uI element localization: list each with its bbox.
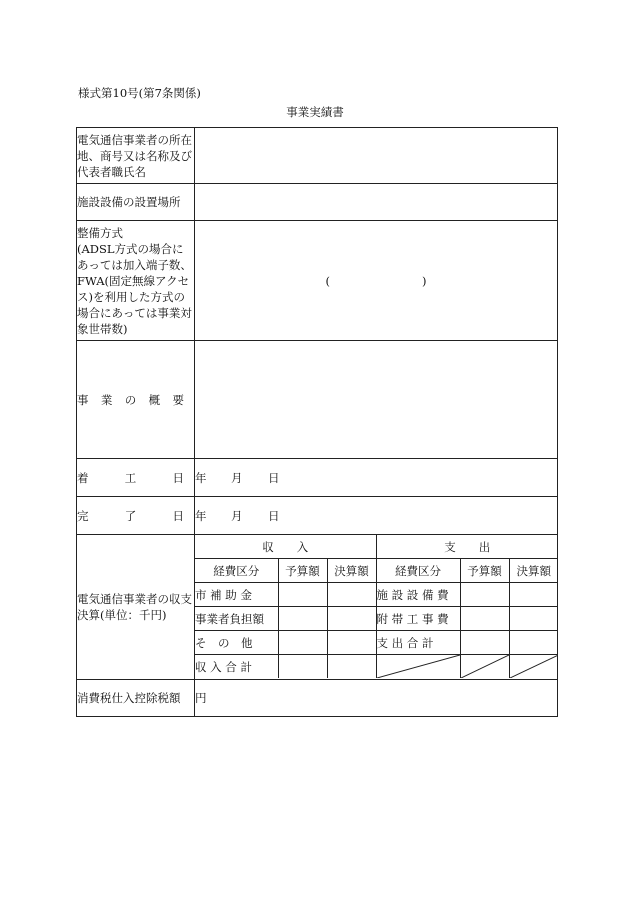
expense-total-settled[interactable]: [509, 631, 558, 655]
paren-close: ): [422, 273, 427, 288]
income-item-subsidy: 市 補 助 金: [195, 583, 278, 607]
income-share-budget[interactable]: [278, 607, 327, 631]
row-start-date: [77, 459, 558, 497]
expense-item-facility: 施 設 設 備 費: [376, 583, 460, 607]
tax-label: 消費税仕入控除税額: [77, 680, 195, 717]
income-total-settled[interactable]: [327, 655, 376, 679]
operator-label: 電気通信事業者の所在地、商号又は名称及び代表者職氏名: [77, 128, 195, 184]
row-tax: [77, 680, 558, 717]
finance-table: [195, 535, 558, 678]
income-header: 収 入: [195, 535, 376, 559]
complete-date-label-cell: [77, 497, 195, 535]
finance-column-row: [195, 559, 558, 583]
finance-header-row: [195, 535, 558, 559]
income-share-settled[interactable]: [327, 607, 376, 631]
income-other-budget[interactable]: [278, 631, 327, 655]
document-title: 事業実績書: [286, 105, 344, 119]
expense-facility-budget[interactable]: [460, 583, 509, 607]
form-number-label: 様式第10号(第7条関係): [78, 86, 201, 100]
expense-settled-header: 決算額: [509, 559, 558, 583]
income-subsidy-budget[interactable]: [278, 583, 327, 607]
complete-date-value[interactable]: 年 月 日: [195, 497, 558, 535]
income-other-settled[interactable]: [327, 631, 376, 655]
income-item-total: 収 入 合 計: [195, 655, 278, 679]
finance-row-1: [195, 583, 558, 607]
crossed-cell: [460, 655, 509, 679]
income-item-other: そ の 他: [195, 631, 278, 655]
start-date-label-cell: [77, 459, 195, 497]
method-value-cell[interactable]: [195, 221, 558, 341]
row-operator: [77, 128, 558, 184]
method-note: (ADSL方式の場合にあっては加入端子数、FWA(固定無線アクセス)を利用した方式の場合にあっては事業対象世帯数): [77, 241, 192, 336]
income-settled-header: 決算額: [327, 559, 376, 583]
complete-date-label: 完 了 日: [77, 508, 184, 523]
yen-unit: 円: [195, 691, 207, 705]
row-finance: [77, 535, 558, 680]
income-total-budget[interactable]: [278, 655, 327, 679]
start-date-label: 着 工 日: [77, 470, 184, 485]
summary-label-cell: [77, 341, 195, 459]
operator-value-cell[interactable]: [195, 128, 558, 184]
income-subsidy-settled[interactable]: [327, 583, 376, 607]
row-location: [77, 184, 558, 221]
expense-ancillary-budget[interactable]: [460, 607, 509, 631]
row-method: [77, 221, 558, 341]
row-summary: [77, 341, 558, 459]
expense-item-total: 支 出 合 計: [376, 631, 460, 655]
location-value-cell[interactable]: [195, 184, 558, 221]
location-label: 施設設備の設置場所: [77, 184, 195, 221]
expense-ancillary-settled[interactable]: [509, 607, 558, 631]
finance-row-4: [195, 655, 558, 679]
summary-label: 事 業 の 概 要: [77, 392, 184, 407]
crossed-cell: [376, 655, 460, 679]
expense-facility-settled[interactable]: [509, 583, 558, 607]
row-complete-date: [77, 497, 558, 535]
finance-row-2: [195, 607, 558, 631]
expense-item-ancillary: 附 帯 工 事 費: [376, 607, 460, 631]
expense-budget-header: 予算額: [460, 559, 509, 583]
paren-open: (: [325, 273, 330, 288]
income-budget-header: 予算額: [278, 559, 327, 583]
tax-value-cell[interactable]: [195, 680, 558, 717]
expense-total-budget[interactable]: [460, 631, 509, 655]
crossed-cell: [509, 655, 558, 679]
finance-row-3: [195, 631, 558, 655]
report-form-table: [76, 127, 558, 717]
summary-value-cell[interactable]: [195, 341, 558, 459]
expense-header: 支 出: [376, 535, 558, 559]
income-item-operator-share: 事業者負担額: [195, 607, 278, 631]
finance-label: 電気通信事業者の収支決算(単位：千円): [77, 535, 195, 680]
expense-category-header: 経費区分: [376, 559, 460, 583]
method-label: 整備方式: [77, 225, 123, 240]
income-category-header: 経費区分: [195, 559, 278, 583]
finance-cell: [195, 535, 558, 680]
start-date-value[interactable]: 年 月 日: [195, 459, 558, 497]
method-label-cell: [77, 221, 195, 341]
